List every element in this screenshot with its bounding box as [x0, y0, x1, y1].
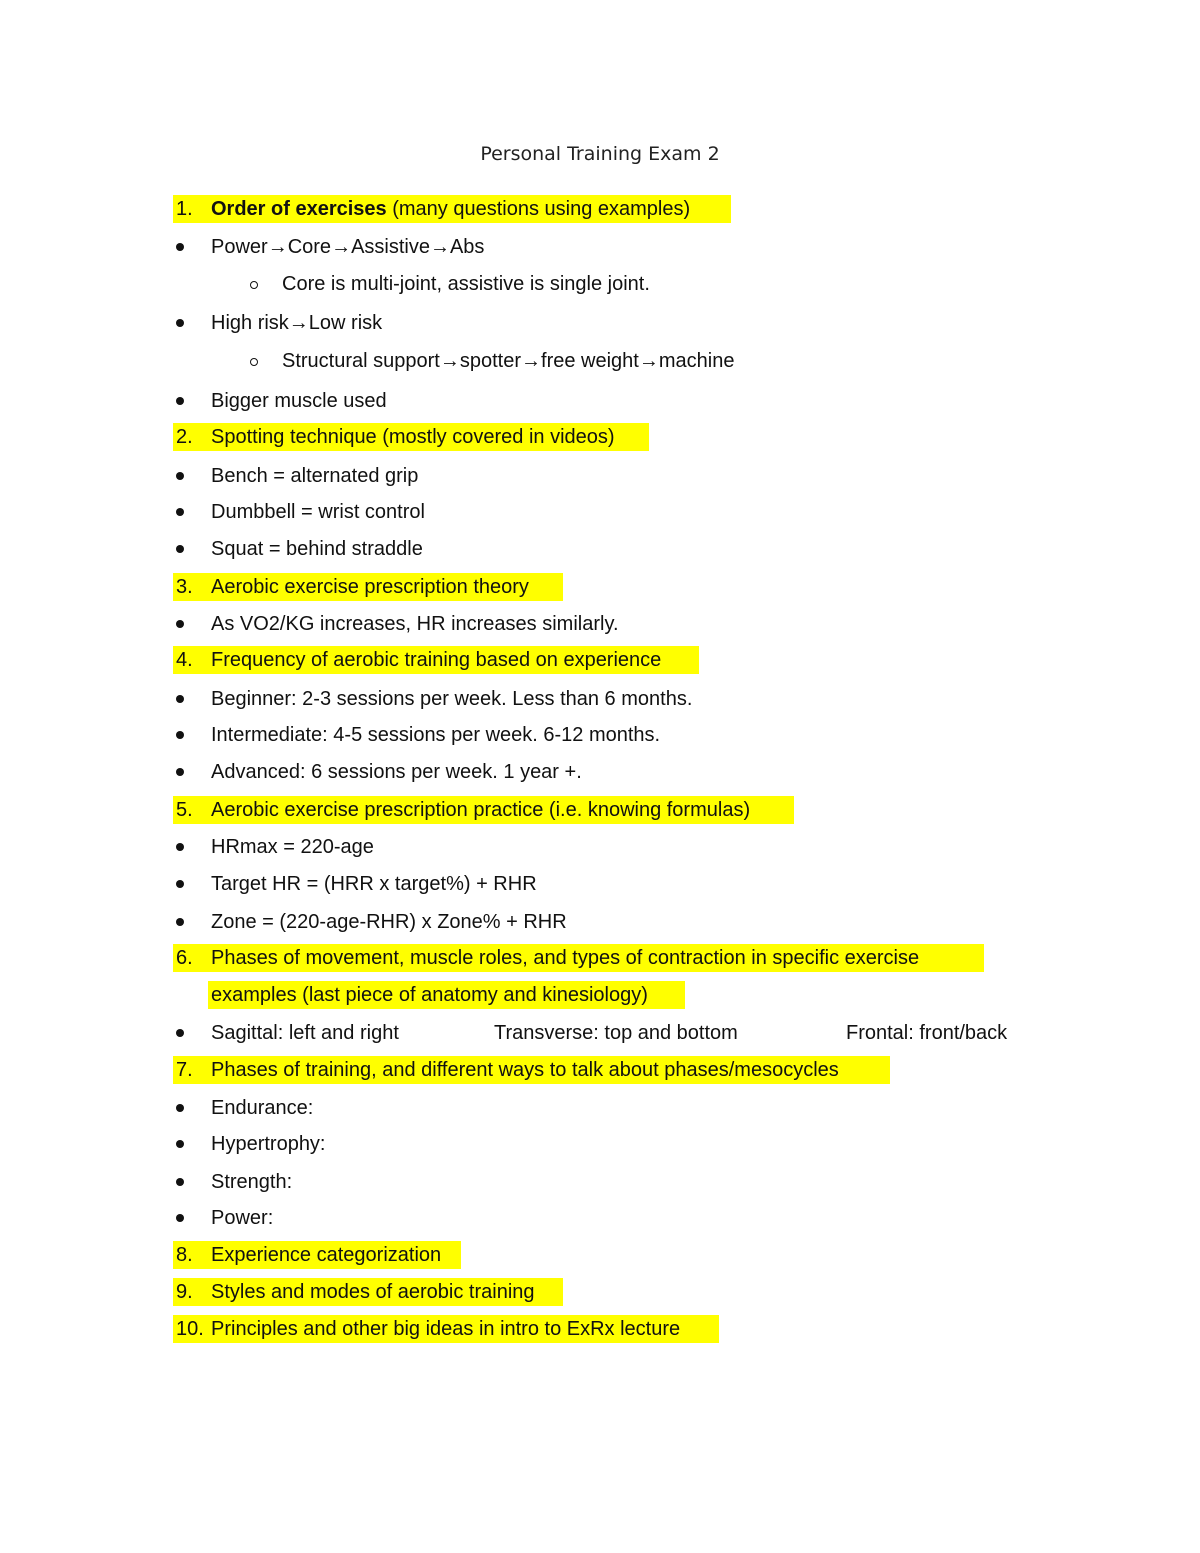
bullet-icon — [176, 545, 184, 553]
document-title: Personal Training Exam 2 — [480, 143, 720, 165]
bullet-icon — [176, 880, 184, 888]
arrow-right-icon: → — [267, 236, 288, 258]
sub-bullet-icon — [250, 358, 258, 366]
bullet-icon — [176, 319, 184, 327]
bullet-icon — [176, 620, 184, 628]
arrow-right-icon: → — [429, 236, 450, 258]
sub-bullet-icon — [250, 281, 258, 289]
bullet-icon — [176, 508, 184, 516]
bullet-icon — [176, 1029, 184, 1037]
bullet-icon — [176, 918, 184, 926]
bullet-icon — [176, 843, 184, 851]
section-text: Order of exercises (many questions using examples) — [211, 198, 691, 220]
section-number: 1. — [176, 198, 193, 220]
bullet-icon — [176, 731, 184, 739]
bullet-icon — [176, 472, 184, 480]
bullet-icon — [176, 1214, 184, 1222]
bullet-icon — [176, 768, 184, 776]
bullet-icon — [176, 397, 184, 405]
arrow-right-icon: → — [331, 236, 352, 258]
arrow-right-icon: → — [638, 350, 659, 372]
bullet-icon — [176, 1178, 184, 1186]
bullet-icon — [176, 243, 184, 251]
arrow-right-icon: → — [521, 350, 542, 372]
arrow-right-icon: → — [439, 350, 460, 372]
bullet-icon — [176, 1104, 184, 1112]
bullet-icon — [176, 695, 184, 703]
arrow-right-icon: → — [288, 312, 309, 334]
bullet-icon — [176, 1140, 184, 1148]
document-page: Personal Training Exam 2 1. Order of exercises (many questions using examples) Power→Core→Assistive→Abs Core is multi-joint, assistive is single joint. High risk→Low risk Structural support→spotter→free weight→machine Bigger muscle used 2. Spotting technique (mostly covered in videos) Bench = alternated grip Dumbbell = wrist control Squat = behind straddle 3. Aerobic exercise prescription theory As VO2/KG increases, HR increases similarly. 4. Frequency of aerobic training based on experience Beginner: 2-3 sessions per week. Less than 6 months. Intermediate: 4-5 sessions per week. 6-12 months. Advanced: 6 sessions per week. 1 year +. 5. Aerobic exercise prescription practice (i.e. knowing formulas) HRmax = 220-age Target HR = (HRR x target%) + RHR Zone = (220-age-RHR) x Zone% + RHR 6. Phases of movement, muscle roles, and types of contraction in specific exercise examples (last piece of anatomy and kinesiology) Sagittal: left and right Transverse: top and bottom Frontal: front/back 7. Phases of training, and different ways to talk about phases/mesocycles Endurance: Hypertrophy: Strength: Power: 8. Experience categorization 9. Styles and modes of aerobic training 10. Principles and other big ideas in intro to ExRx lecture — [0, 0, 1200, 1553]
